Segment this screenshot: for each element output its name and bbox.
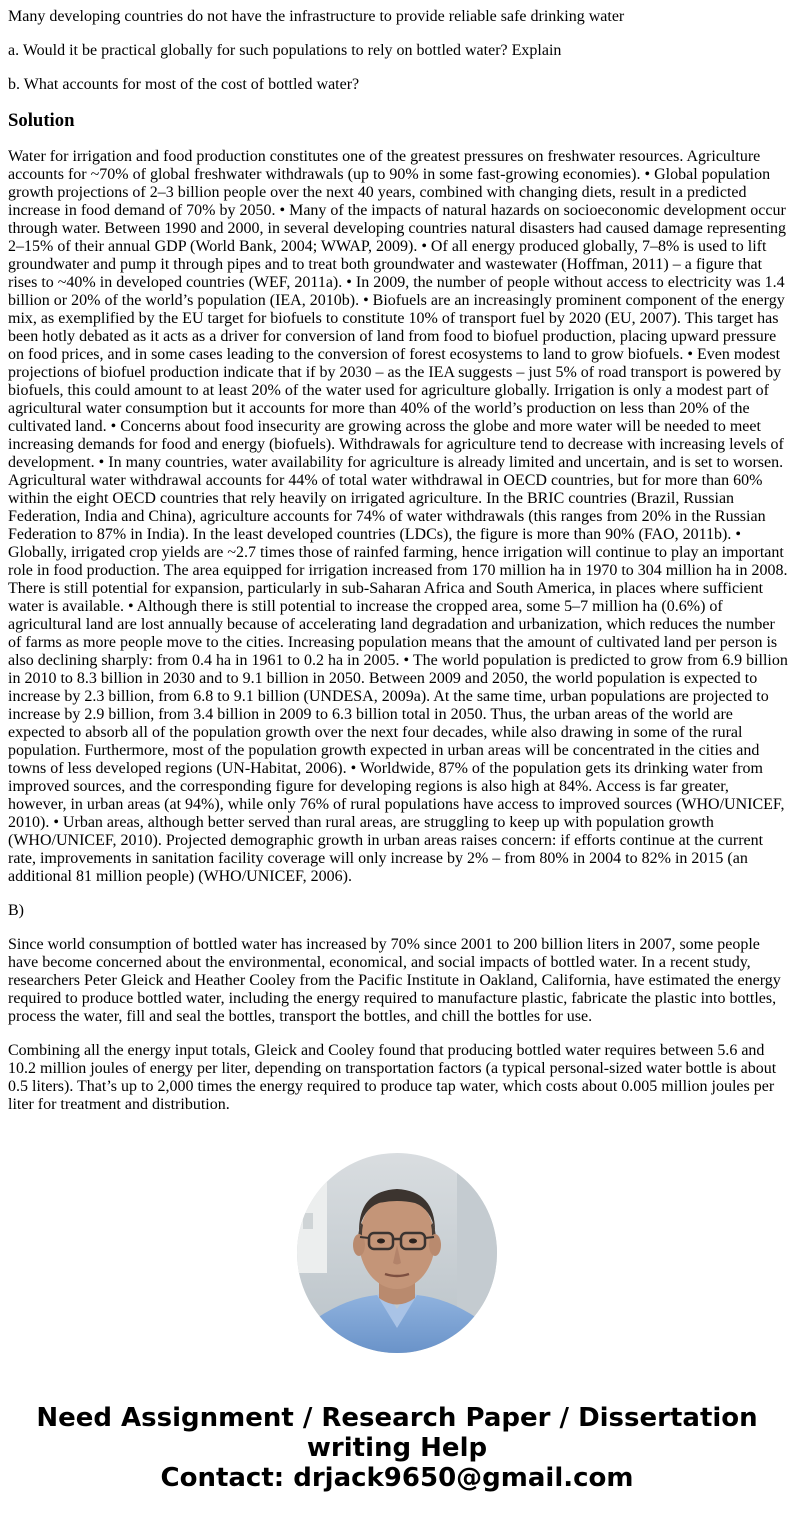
footer-banner (0, 1403, 794, 1493)
answer-b-paragraph-2: Combining all the energy input totals, Gleick and Cooley found that producing bottled water requires between 5.6 and 10.2 million joules of energy per liter, depending on transportation factors (a typical personal-sized water bottle is about 0.5 liters). That’s up to 2,000 times the energy required to produce tap water, which costs about 0.005 million joules per liter for treatment and distribution. (8, 1042, 777, 1113)
question-part-b: b. What accounts for most of the cost of bottled water? (8, 76, 360, 93)
answer-b-label: B) (8, 902, 24, 919)
footer-line-1: Need Assignment / Research Paper / Dissertation (36, 1403, 758, 1433)
answer-a-paragraph: Water for irrigation and food production constitutes one of the greatest pressures on freshwater resources. Agriculture accounts for ~70% of global freshwater withdrawals (up to 90% in some fast-growing economies). • Global population growth projections of 2–3 billion people over the next 40 years, combined with changing diets, result in a predicted increase in food demand of 70% by 2050. • Many of the impacts of natural hazards on socioeconomic development occur through water. Between 1990 and 2000, in several developing countries natural disasters had caused damage representing 2–15% of their annual GDP (World Bank, 2004; WWAP, 2009). • Of all energy produced globally, 7–8% is used to lift groundwater and pump it through pipes and to treat both groundwater and wastewater (Hoffman, 2011) – a figure that rises to ~40% in developed countries (WEF, 2011a). • In 2009, the number of people without access to electricity was 1.4 billion or 20% of the world’s population (IEA, 2010b). • Biofuels are an increasingly prominent component of the energy mix, as exemplified by the EU target for biofuels to constitute 10% of transport fuel by 2020 (EU, 2007). This target has been hotly debated as it acts as a driver for conversion of land from food to biofuel production, placing upward pressure on food prices, and in some cases leading to the conversion of forest ecosystems to land to grow biofuels. • Even modest projections of biofuel production indicate that if by 2030 – as the IEA suggests – just 5% of road transport is powered by biofuels, this could amount to at least 20% of the water used for agriculture globally. Irrigation is only a modest part of agricultural water consumption but it accounts for more than 40% of the world’s production on less than 20% of the cultivated land. • Concerns about food insecurity are growing across the globe and more water will be needed to meet increasing demands for food and energy (biofuels). Withdrawals for agriculture tend to decrease with increasing levels of development. • In many countries, water availability for agriculture is already limited and uncertain, and is set to worsen. Agricultural water withdrawal accounts for 44% of total water withdrawal in OECD countries, but for more than 60% within the eight OECD countries that rely heavily on irrigated agriculture. In the BRIC countries (Brazil, Russian Federation, India and China), agriculture accounts for 74% of water withdrawals (this ranges from 20% in the Russian Federation to 87% in India). In the least developed countries (LDCs), the figure is more than 90% (FAO, 2011b). • Globally, irrigated crop yields are ~2.7 times those of rainfed farming, hence irrigation will continue to play an important role in food production. The area equipped for irrigation increased from 170 million ha in 1970 to 304 million ha in 2008. There is still potential for expansion, particularly in sub-Saharan Africa and South America, in places where sufficient water is available. • Although there is still potential to increase the cropped area, some 5–7 million ha (0.6%) of agricultural land are lost annually because of accelerating land degradation and urbanization, which reduces the number of farms as more people move to the cities. Increasing population means that the amount of cultivated land per person is also declining sharply: from 0.4 ha in 1961 to 0.2 ha in 2005. • The world population is predicted to grow from 6.9 billion in 2010 to 8.3 billion in 2030 and to 9.1 billion in 2050. Between 2009 and 2050, the world population is expected to increase by 2.3 billion, from 6.8 to 9.1 billion (UNDESA, 2009a). At the same time, urban populations are projected to increase by 2.9 billion, from 3.4 billion in 2009 to 6.3 billion total in 2050. Thus, the urban areas of the world are expected to absorb all of the population growth over the next four decades, while also drawing in some of the rural population. Furthermore, most of the population growth expected in urban areas will be concentrated in the cities and towns of less developed regions (UN-Habitat, 2006). • Worldwide, 87% of the population gets its drinking water from improved sources, and the corresponding figure for developing regions is also high at 84%. Access is far greater, however, in urban areas (at 94%), while only 76% of rural populations have access to improved sources (WHO/UNICEF, 2010). • Urban areas, although better served than rural areas, are struggling to keep up with population growth (WHO/UNICEF, 2010). Projected demographic growth in urban areas raises concern: if efforts continue at the current rate, improvements in sanitation facility coverage will only increase by 2% – from 80% in 2004 to 82% in 2015 (an additional 81 million people) (WHO/UNICEF, 2006). (8, 148, 788, 885)
question-part-a: a. Would it be practical globally for such populations to rely on bottled water? Explain (8, 42, 562, 59)
footer-line-2: writing Help (306, 1433, 488, 1463)
author-portrait-icon (297, 1153, 497, 1353)
answer-b-paragraph-1: Since world consumption of bottled water has increased by 70% since 2001 to 200 billion liters in 2007, some people have become concerned about the environmental, economical, and social impacts of bottled water. In a recent study, researchers Peter Gleick and Heather Cooley from the Pacific Institute in Oakland, California, have estimated the energy required to produce bottled water, including the energy required to manufacture plastic, fabricate the plastic into bottles, process the water, fill and seal the bottles, transport the bottles, and chill the bottles for use. (8, 936, 781, 1025)
solution-heading: Solution (8, 110, 75, 131)
author-avatar (297, 1153, 497, 1353)
footer-contact: Contact: drjack9650@gmail.com (160, 1463, 634, 1493)
document-body (8, 8, 788, 1130)
question-intro: Many developing countries do not have the infrastructure to provide reliable safe drinking water (8, 8, 625, 25)
